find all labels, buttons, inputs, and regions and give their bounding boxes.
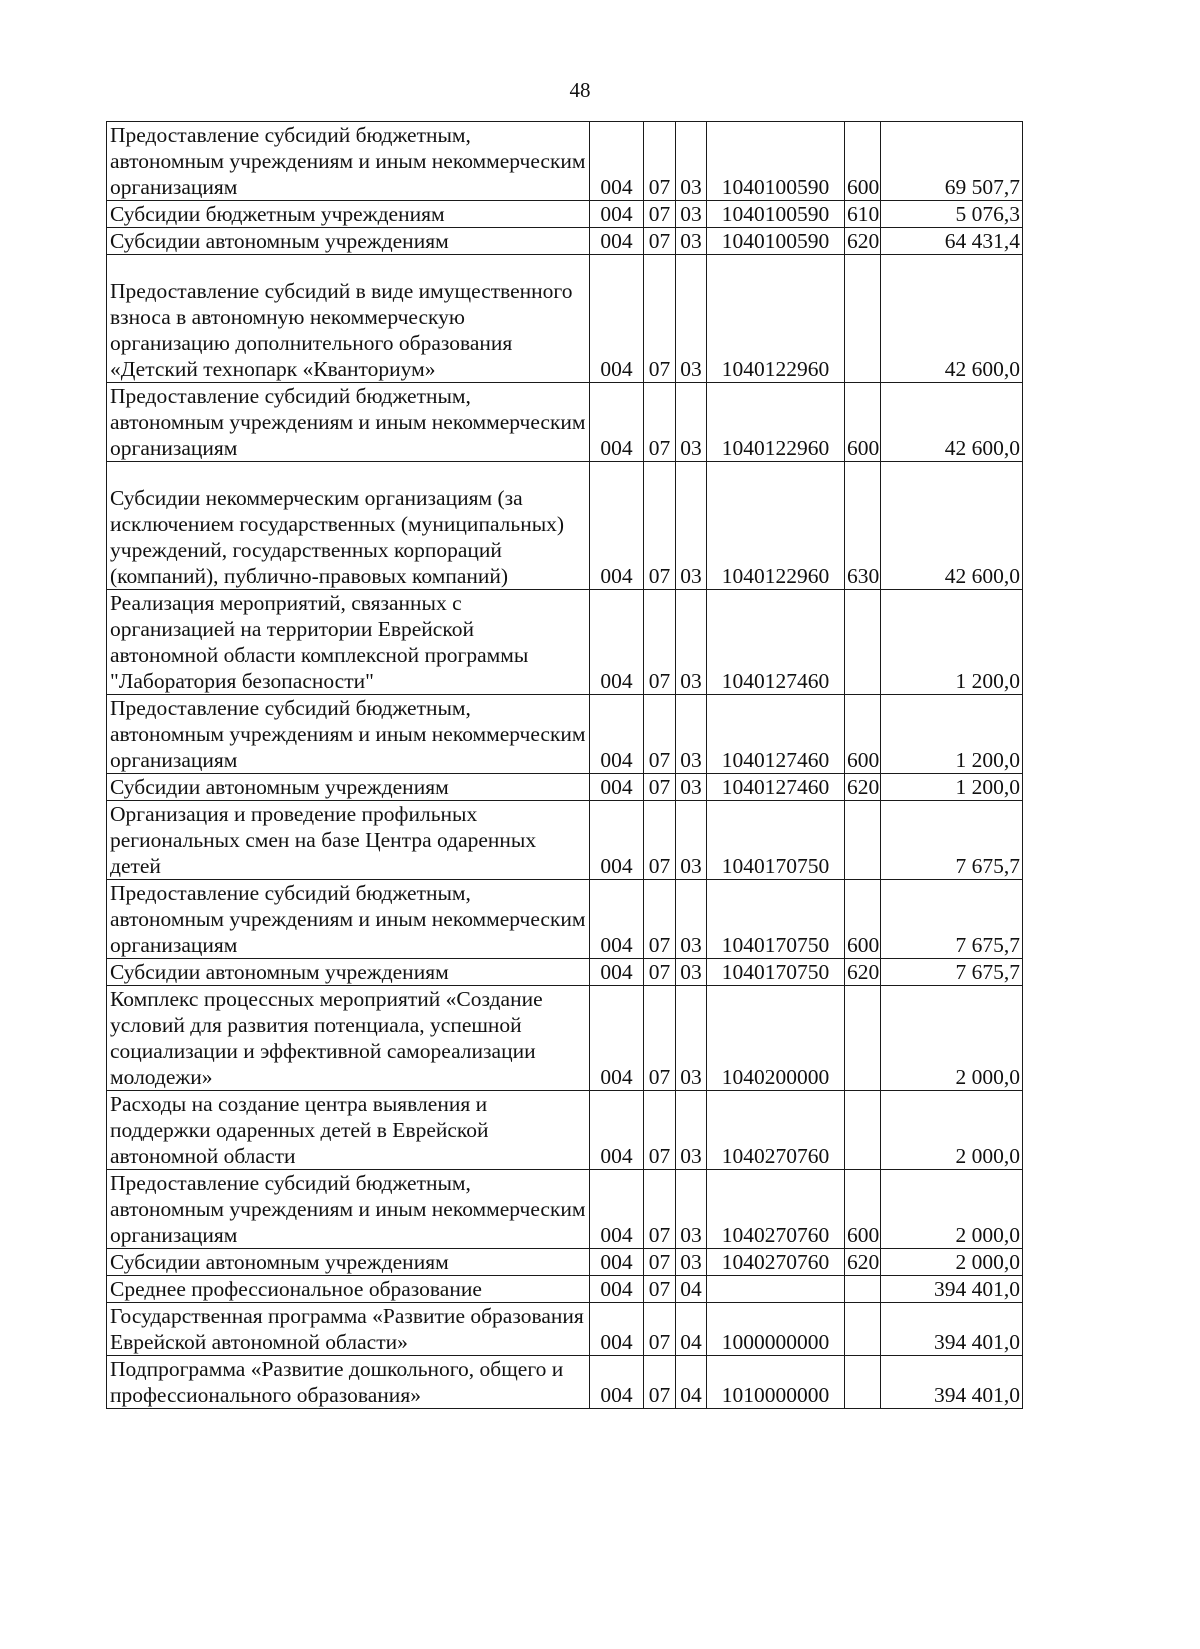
section-code-cell: 07 bbox=[644, 228, 676, 255]
subsection-code-cell: 03 bbox=[676, 255, 707, 383]
expense-type-cell: 600 bbox=[845, 695, 881, 774]
section-code-cell: 07 bbox=[644, 1170, 676, 1249]
expense-type-cell bbox=[845, 1091, 881, 1170]
name-cell: Государственная программа «Развитие образования Еврейской автономной области» bbox=[107, 1303, 590, 1356]
name-cell: Предоставление субсидий бюджетным, автономным учреждениям и иным некоммерческим организациям bbox=[107, 122, 590, 201]
amount-cell: 7 675,7 bbox=[881, 880, 1023, 959]
amount-cell: 2 000,0 bbox=[881, 1249, 1023, 1276]
target-article-cell: 1040100590 bbox=[707, 201, 845, 228]
name-cell: Субсидии автономным учреждениям bbox=[107, 774, 590, 801]
name-cell: Комплекс процессных мероприятий «Создание условий для развития потенциала, успешной социализации и эффективной самореализации молодежи» bbox=[107, 986, 590, 1091]
amount-cell: 394 401,0 bbox=[881, 1303, 1023, 1356]
amount-cell: 42 600,0 bbox=[881, 255, 1023, 383]
amount-cell: 69 507,7 bbox=[881, 122, 1023, 201]
section-code-cell: 07 bbox=[644, 1303, 676, 1356]
target-article-cell: 1040127460 bbox=[707, 590, 845, 695]
page-number: 48 bbox=[569, 78, 591, 102]
name-cell: Подпрограмма «Развитие дошкольного, общего и профессионального образования» bbox=[107, 1356, 590, 1409]
section-code-cell: 07 bbox=[644, 201, 676, 228]
expense-type-cell: 630 bbox=[845, 462, 881, 590]
expense-type-cell bbox=[845, 1276, 881, 1303]
expense-type-cell bbox=[845, 986, 881, 1091]
expense-type-cell: 600 bbox=[845, 880, 881, 959]
amount-cell: 2 000,0 bbox=[881, 986, 1023, 1091]
subsection-code-cell: 03 bbox=[676, 880, 707, 959]
table-row bbox=[107, 228, 1023, 255]
name-cell: Субсидии некоммерческим организациям (за исключением государственных (муниципальных) учреждений, государственных корпораций (компаний), публично-правовых компаний) bbox=[107, 462, 590, 590]
table-row bbox=[107, 1303, 1023, 1356]
ministry-code-cell: 004 bbox=[590, 1276, 644, 1303]
table-row bbox=[107, 1356, 1023, 1409]
section-code-cell: 07 bbox=[644, 695, 676, 774]
section-code-cell: 07 bbox=[644, 986, 676, 1091]
section-code-cell: 07 bbox=[644, 1356, 676, 1409]
target-article-cell: 1040270760 bbox=[707, 1170, 845, 1249]
table-row bbox=[107, 462, 1023, 590]
name-cell: Среднее профессиональное образование bbox=[107, 1276, 590, 1303]
amount-cell: 1 200,0 bbox=[881, 774, 1023, 801]
ministry-code-cell: 004 bbox=[590, 201, 644, 228]
target-article-cell: 1040170750 bbox=[707, 801, 845, 880]
subsection-code-cell: 03 bbox=[676, 462, 707, 590]
target-article-cell: 1000000000 bbox=[707, 1303, 845, 1356]
subsection-code-cell: 04 bbox=[676, 1276, 707, 1303]
target-article-cell: 1040170750 bbox=[707, 880, 845, 959]
ministry-code-cell: 004 bbox=[590, 590, 644, 695]
subsection-code-cell: 03 bbox=[676, 1170, 707, 1249]
ministry-code-cell: 004 bbox=[590, 122, 644, 201]
amount-cell: 1 200,0 bbox=[881, 695, 1023, 774]
amount-cell: 2 000,0 bbox=[881, 1170, 1023, 1249]
section-code-cell: 07 bbox=[644, 255, 676, 383]
table-row bbox=[107, 1170, 1023, 1249]
expense-type-cell: 600 bbox=[845, 1170, 881, 1249]
table-row bbox=[107, 774, 1023, 801]
target-article-cell: 1040122960 bbox=[707, 462, 845, 590]
subsection-code-cell: 03 bbox=[676, 959, 707, 986]
table-row bbox=[107, 695, 1023, 774]
section-code-cell: 07 bbox=[644, 122, 676, 201]
subsection-code-cell: 03 bbox=[676, 122, 707, 201]
amount-cell: 394 401,0 bbox=[881, 1356, 1023, 1409]
table-row bbox=[107, 122, 1023, 201]
section-code-cell: 07 bbox=[644, 880, 676, 959]
table-row bbox=[107, 986, 1023, 1091]
expense-type-cell: 610 bbox=[845, 201, 881, 228]
expense-type-cell bbox=[845, 590, 881, 695]
expense-type-cell bbox=[845, 1303, 881, 1356]
section-code-cell: 07 bbox=[644, 774, 676, 801]
amount-cell: 1 200,0 bbox=[881, 590, 1023, 695]
target-article-cell: 1040122960 bbox=[707, 255, 845, 383]
subsection-code-cell: 03 bbox=[676, 801, 707, 880]
name-cell: Предоставление субсидий бюджетным, автономным учреждениям и иным некоммерческим организациям bbox=[107, 695, 590, 774]
table-row bbox=[107, 801, 1023, 880]
section-code-cell: 07 bbox=[644, 462, 676, 590]
table-row bbox=[107, 1091, 1023, 1170]
ministry-code-cell: 004 bbox=[590, 462, 644, 590]
amount-cell: 7 675,7 bbox=[881, 801, 1023, 880]
target-article-cell: 1040100590 bbox=[707, 228, 845, 255]
amount-cell: 7 675,7 bbox=[881, 959, 1023, 986]
table-row bbox=[107, 1249, 1023, 1276]
name-cell: Предоставление субсидий в виде имущественного взноса в автономную некоммерческую организацию дополнительного образования «Детский технопарк «Кванториум» bbox=[107, 255, 590, 383]
amount-cell: 2 000,0 bbox=[881, 1091, 1023, 1170]
expense-type-cell: 620 bbox=[845, 1249, 881, 1276]
subsection-code-cell: 03 bbox=[676, 1249, 707, 1276]
expense-type-cell: 620 bbox=[845, 774, 881, 801]
section-code-cell: 07 bbox=[644, 1249, 676, 1276]
amount-cell: 394 401,0 bbox=[881, 1276, 1023, 1303]
name-cell: Субсидии бюджетным учреждениям bbox=[107, 201, 590, 228]
budget-table-body bbox=[107, 122, 1023, 1409]
target-article-cell: 1040270760 bbox=[707, 1249, 845, 1276]
ministry-code-cell: 004 bbox=[590, 1170, 644, 1249]
expense-type-cell bbox=[845, 801, 881, 880]
ministry-code-cell: 004 bbox=[590, 1303, 644, 1356]
expense-type-cell: 600 bbox=[845, 122, 881, 201]
table-row bbox=[107, 201, 1023, 228]
table-row bbox=[107, 1276, 1023, 1303]
ministry-code-cell: 004 bbox=[590, 959, 644, 986]
name-cell: Субсидии автономным учреждениям bbox=[107, 228, 590, 255]
section-code-cell: 07 bbox=[644, 590, 676, 695]
target-article-cell: 1040270760 bbox=[707, 1091, 845, 1170]
ministry-code-cell: 004 bbox=[590, 255, 644, 383]
subsection-code-cell: 03 bbox=[676, 986, 707, 1091]
ministry-code-cell: 004 bbox=[590, 1091, 644, 1170]
section-code-cell: 07 bbox=[644, 801, 676, 880]
target-article-cell: 1040122960 bbox=[707, 383, 845, 462]
subsection-code-cell: 03 bbox=[676, 590, 707, 695]
amount-cell: 5 076,3 bbox=[881, 201, 1023, 228]
section-code-cell: 07 bbox=[644, 383, 676, 462]
target-article-cell: 1040127460 bbox=[707, 774, 845, 801]
section-code-cell: 07 bbox=[644, 959, 676, 986]
amount-cell: 64 431,4 bbox=[881, 228, 1023, 255]
amount-cell: 42 600,0 bbox=[881, 462, 1023, 590]
target-article-cell: 1040100590 bbox=[707, 122, 845, 201]
subsection-code-cell: 03 bbox=[676, 201, 707, 228]
subsection-code-cell: 04 bbox=[676, 1303, 707, 1356]
expense-type-cell: 620 bbox=[845, 959, 881, 986]
ministry-code-cell: 004 bbox=[590, 383, 644, 462]
table-row bbox=[107, 255, 1023, 383]
ministry-code-cell: 004 bbox=[590, 986, 644, 1091]
name-cell: Предоставление субсидий бюджетным, автономным учреждениям и иным некоммерческим организациям bbox=[107, 383, 590, 462]
name-cell: Организация и проведение профильных региональных смен на базе Центра одаренных детей bbox=[107, 801, 590, 880]
ministry-code-cell: 004 bbox=[590, 880, 644, 959]
target-article-cell bbox=[707, 1276, 845, 1303]
name-cell: Предоставление субсидий бюджетным, автономным учреждениям и иным некоммерческим организациям bbox=[107, 1170, 590, 1249]
expense-type-cell bbox=[845, 1356, 881, 1409]
name-cell: Предоставление субсидий бюджетным, автономным учреждениям и иным некоммерческим организациям bbox=[107, 880, 590, 959]
target-article-cell: 1040127460 bbox=[707, 695, 845, 774]
table-row bbox=[107, 959, 1023, 986]
table-row bbox=[107, 880, 1023, 959]
budget-table bbox=[106, 121, 1023, 1409]
name-cell: Субсидии автономным учреждениям bbox=[107, 959, 590, 986]
amount-cell: 42 600,0 bbox=[881, 383, 1023, 462]
ministry-code-cell: 004 bbox=[590, 1356, 644, 1409]
table-row bbox=[107, 590, 1023, 695]
table-row bbox=[107, 383, 1023, 462]
section-code-cell: 07 bbox=[644, 1091, 676, 1170]
subsection-code-cell: 03 bbox=[676, 383, 707, 462]
target-article-cell: 1010000000 bbox=[707, 1356, 845, 1409]
ministry-code-cell: 004 bbox=[590, 1249, 644, 1276]
target-article-cell: 1040200000 bbox=[707, 986, 845, 1091]
expense-type-cell bbox=[845, 255, 881, 383]
expense-type-cell: 600 bbox=[845, 383, 881, 462]
target-article-cell: 1040170750 bbox=[707, 959, 845, 986]
ministry-code-cell: 004 bbox=[590, 774, 644, 801]
section-code-cell: 07 bbox=[644, 1276, 676, 1303]
subsection-code-cell: 03 bbox=[676, 228, 707, 255]
subsection-code-cell: 04 bbox=[676, 1356, 707, 1409]
expense-type-cell: 620 bbox=[845, 228, 881, 255]
ministry-code-cell: 004 bbox=[590, 228, 644, 255]
name-cell: Реализация мероприятий, связанных с организацией на территории Еврейской автономной области комплексной программы "Лаборатория безопасности" bbox=[107, 590, 590, 695]
subsection-code-cell: 03 bbox=[676, 774, 707, 801]
name-cell: Субсидии автономным учреждениям bbox=[107, 1249, 590, 1276]
subsection-code-cell: 03 bbox=[676, 695, 707, 774]
subsection-code-cell: 03 bbox=[676, 1091, 707, 1170]
ministry-code-cell: 004 bbox=[590, 801, 644, 880]
name-cell: Расходы на создание центра выявления и поддержки одаренных детей в Еврейской автономной области bbox=[107, 1091, 590, 1170]
ministry-code-cell: 004 bbox=[590, 695, 644, 774]
